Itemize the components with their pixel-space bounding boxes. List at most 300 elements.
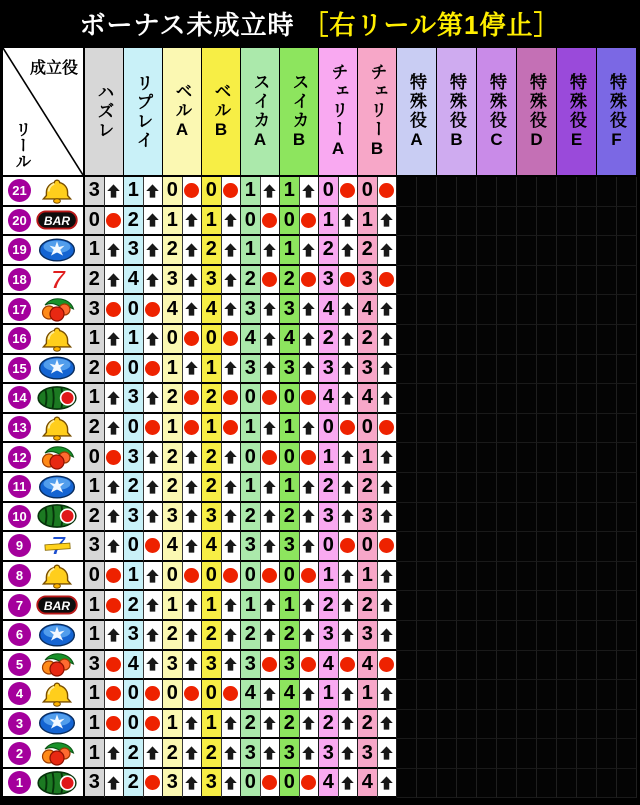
empty-cell bbox=[477, 503, 497, 533]
column-header-label: 特殊役D bbox=[527, 72, 546, 151]
empty-cell bbox=[397, 443, 417, 473]
red-circle-icon bbox=[261, 266, 281, 296]
column-header-label: チェリーB bbox=[367, 63, 387, 160]
row-label-8 bbox=[3, 562, 85, 592]
up-arrow-icon bbox=[222, 532, 242, 562]
column-header-3 bbox=[163, 48, 202, 177]
up-arrow-icon bbox=[222, 473, 242, 503]
cherry-icon bbox=[35, 444, 79, 470]
red-circle-icon bbox=[222, 177, 242, 207]
up-arrow-icon bbox=[144, 473, 164, 503]
empty-cell bbox=[397, 769, 417, 799]
empty-cell bbox=[497, 710, 517, 740]
red-circle-icon bbox=[261, 651, 281, 681]
bell-icon bbox=[35, 178, 79, 204]
up-arrow-icon bbox=[144, 236, 164, 266]
cell-value: 3 bbox=[241, 355, 261, 385]
svg-text:BAR: BAR bbox=[43, 598, 71, 613]
up-arrow-icon bbox=[222, 295, 242, 325]
row-label-11 bbox=[3, 473, 85, 503]
empty-cell bbox=[457, 651, 477, 681]
red-circle-icon bbox=[222, 325, 242, 355]
up-arrow-icon bbox=[222, 739, 242, 769]
column-header-label: ベルB bbox=[211, 82, 231, 141]
up-arrow-icon bbox=[339, 739, 359, 769]
column-header-label: 特殊役E bbox=[567, 72, 586, 151]
empty-cell bbox=[457, 621, 477, 651]
row-label-21 bbox=[3, 177, 85, 207]
up-arrow-icon bbox=[300, 473, 320, 503]
empty-cell bbox=[457, 532, 477, 562]
up-arrow-icon bbox=[300, 591, 320, 621]
up-arrow-icon bbox=[222, 621, 242, 651]
empty-cell bbox=[537, 532, 557, 562]
empty-cell bbox=[577, 680, 597, 710]
row-label-18 bbox=[3, 266, 85, 296]
empty-cell bbox=[477, 680, 497, 710]
empty-cell bbox=[537, 473, 557, 503]
empty-cell bbox=[617, 177, 637, 207]
empty-cell bbox=[597, 207, 617, 237]
row-label-19 bbox=[3, 236, 85, 266]
cell-value: 3 bbox=[358, 503, 378, 533]
cell-value: 2 bbox=[280, 266, 300, 296]
cell-value: 2 bbox=[202, 739, 222, 769]
cell-value: 3 bbox=[319, 503, 339, 533]
red-circle-icon bbox=[339, 177, 359, 207]
empty-cell bbox=[557, 384, 577, 414]
up-arrow-icon bbox=[183, 739, 203, 769]
empty-cell bbox=[537, 651, 557, 681]
bell-icon bbox=[35, 326, 79, 352]
cell-value: 4 bbox=[358, 769, 378, 799]
up-arrow-icon bbox=[144, 325, 164, 355]
empty-cell bbox=[437, 680, 457, 710]
up-arrow-icon bbox=[300, 295, 320, 325]
empty-cell bbox=[577, 532, 597, 562]
empty-cell bbox=[597, 710, 617, 740]
up-arrow-icon bbox=[261, 295, 281, 325]
up-arrow-icon bbox=[339, 443, 359, 473]
empty-cell bbox=[497, 680, 517, 710]
up-arrow-icon bbox=[144, 739, 164, 769]
row-number-badge: 16 bbox=[8, 327, 31, 350]
up-arrow-icon bbox=[144, 503, 164, 533]
empty-cell bbox=[557, 266, 577, 296]
watermelon-icon bbox=[35, 503, 79, 529]
cell-value: 1 bbox=[280, 414, 300, 444]
empty-cell bbox=[597, 473, 617, 503]
red-circle-icon bbox=[300, 443, 320, 473]
row-label-3 bbox=[3, 710, 85, 740]
empty-cell bbox=[397, 532, 417, 562]
up-arrow-icon bbox=[300, 236, 320, 266]
empty-cell bbox=[457, 325, 477, 355]
cell-value: 1 bbox=[124, 177, 144, 207]
up-arrow-icon bbox=[339, 295, 359, 325]
empty-cell bbox=[617, 355, 637, 385]
empty-cell bbox=[477, 532, 497, 562]
up-arrow-icon bbox=[105, 266, 125, 296]
cell-value: 3 bbox=[163, 651, 183, 681]
cell-value: 1 bbox=[202, 414, 222, 444]
cell-value: 2 bbox=[358, 325, 378, 355]
empty-cell bbox=[597, 443, 617, 473]
empty-cell bbox=[537, 503, 557, 533]
cell-value: 2 bbox=[241, 621, 261, 651]
cell-value: 3 bbox=[85, 177, 105, 207]
cell-value: 0 bbox=[358, 532, 378, 562]
row-label-16 bbox=[3, 325, 85, 355]
replay-icon bbox=[35, 355, 79, 381]
up-arrow-icon bbox=[300, 710, 320, 740]
empty-cell bbox=[537, 739, 557, 769]
cell-value: 1 bbox=[241, 177, 261, 207]
row-number-badge: 12 bbox=[8, 446, 31, 469]
up-arrow-icon bbox=[261, 591, 281, 621]
empty-cell bbox=[517, 710, 537, 740]
cell-value: 1 bbox=[319, 443, 339, 473]
empty-cell bbox=[577, 384, 597, 414]
cell-value: 1 bbox=[85, 739, 105, 769]
up-arrow-icon bbox=[222, 266, 242, 296]
cell-value: 2 bbox=[319, 236, 339, 266]
red-circle-icon bbox=[183, 177, 203, 207]
cell-value: 3 bbox=[280, 739, 300, 769]
up-arrow-icon bbox=[261, 325, 281, 355]
empty-cell bbox=[517, 739, 537, 769]
cell-value: 1 bbox=[163, 355, 183, 385]
empty-cell bbox=[537, 443, 557, 473]
up-arrow-icon bbox=[261, 414, 281, 444]
empty-cell bbox=[477, 443, 497, 473]
row-label-1 bbox=[3, 769, 85, 799]
empty-cell bbox=[617, 739, 637, 769]
empty-cell bbox=[557, 680, 577, 710]
up-arrow-icon bbox=[105, 473, 125, 503]
up-arrow-icon bbox=[378, 384, 398, 414]
empty-cell bbox=[537, 384, 557, 414]
cell-value: 0 bbox=[202, 325, 222, 355]
cell-value: 3 bbox=[85, 295, 105, 325]
red-circle-icon bbox=[183, 384, 203, 414]
empty-cell bbox=[397, 384, 417, 414]
up-arrow-icon bbox=[183, 473, 203, 503]
up-arrow-icon bbox=[339, 680, 359, 710]
empty-cell bbox=[477, 384, 497, 414]
red-circle-icon bbox=[378, 532, 398, 562]
empty-cell bbox=[617, 207, 637, 237]
row-number-badge: 14 bbox=[8, 386, 31, 409]
cell-value: 2 bbox=[85, 503, 105, 533]
red-circle-icon bbox=[144, 414, 164, 444]
row-number-badge: 19 bbox=[8, 238, 31, 261]
empty-cell bbox=[417, 266, 437, 296]
empty-cell bbox=[617, 236, 637, 266]
up-arrow-icon bbox=[300, 177, 320, 207]
up-arrow-icon bbox=[261, 710, 281, 740]
empty-cell bbox=[617, 266, 637, 296]
cell-value: 3 bbox=[124, 236, 144, 266]
empty-cell bbox=[537, 355, 557, 385]
empty-cell bbox=[617, 325, 637, 355]
up-arrow-icon bbox=[183, 443, 203, 473]
empty-cell bbox=[417, 562, 437, 592]
red-circle-icon bbox=[222, 680, 242, 710]
cell-value: 2 bbox=[202, 443, 222, 473]
svg-text:BAR: BAR bbox=[43, 214, 71, 229]
cell-value: 3 bbox=[124, 503, 144, 533]
red-circle-icon bbox=[339, 651, 359, 681]
reel-stop-table bbox=[3, 48, 637, 798]
cell-value: 3 bbox=[202, 266, 222, 296]
cell-value: 4 bbox=[319, 295, 339, 325]
cell-value: 0 bbox=[358, 414, 378, 444]
empty-cell bbox=[517, 680, 537, 710]
bar-icon bbox=[35, 592, 79, 618]
empty-cell bbox=[457, 710, 477, 740]
empty-cell bbox=[597, 266, 617, 296]
corner-cell bbox=[3, 48, 85, 177]
up-arrow-icon bbox=[105, 739, 125, 769]
empty-cell bbox=[417, 177, 437, 207]
empty-cell bbox=[477, 710, 497, 740]
empty-cell bbox=[537, 591, 557, 621]
empty-cell bbox=[537, 236, 557, 266]
replay-icon bbox=[35, 710, 79, 736]
cell-value: 0 bbox=[163, 177, 183, 207]
cell-value: 3 bbox=[85, 651, 105, 681]
empty-cell bbox=[457, 266, 477, 296]
empty-cell bbox=[517, 532, 537, 562]
red-circle-icon bbox=[105, 443, 125, 473]
empty-cell bbox=[397, 414, 417, 444]
empty-cell bbox=[397, 562, 417, 592]
cell-value: 1 bbox=[202, 355, 222, 385]
empty-cell bbox=[437, 532, 457, 562]
up-arrow-icon bbox=[261, 236, 281, 266]
empty-cell bbox=[477, 769, 497, 799]
empty-cell bbox=[437, 591, 457, 621]
empty-cell bbox=[577, 769, 597, 799]
empty-cell bbox=[397, 651, 417, 681]
up-arrow-icon bbox=[222, 207, 242, 237]
empty-cell bbox=[477, 621, 497, 651]
cell-value: 2 bbox=[85, 355, 105, 385]
empty-cell bbox=[557, 177, 577, 207]
cell-value: 1 bbox=[163, 710, 183, 740]
empty-cell bbox=[617, 384, 637, 414]
up-arrow-icon bbox=[105, 503, 125, 533]
empty-cell bbox=[537, 562, 557, 592]
cell-value: 0 bbox=[280, 443, 300, 473]
cell-value: 0 bbox=[319, 532, 339, 562]
red-circle-icon bbox=[339, 266, 359, 296]
empty-cell bbox=[477, 325, 497, 355]
empty-cell bbox=[437, 295, 457, 325]
empty-cell bbox=[457, 739, 477, 769]
empty-cell bbox=[437, 739, 457, 769]
empty-cell bbox=[597, 355, 617, 385]
cell-value: 2 bbox=[124, 591, 144, 621]
cell-value: 1 bbox=[85, 591, 105, 621]
cell-value: 2 bbox=[319, 325, 339, 355]
up-arrow-icon bbox=[105, 769, 125, 799]
red-circle-icon bbox=[222, 562, 242, 592]
up-arrow-icon bbox=[105, 621, 125, 651]
cell-value: 3 bbox=[319, 739, 339, 769]
up-arrow-icon bbox=[339, 325, 359, 355]
empty-cell bbox=[437, 769, 457, 799]
row-number-badge: 4 bbox=[8, 682, 31, 705]
cell-value: 2 bbox=[124, 473, 144, 503]
empty-cell bbox=[417, 207, 437, 237]
cell-value: 1 bbox=[358, 443, 378, 473]
empty-cell bbox=[417, 443, 437, 473]
empty-cell bbox=[517, 473, 537, 503]
up-arrow-icon bbox=[378, 562, 398, 592]
cell-value: 1 bbox=[319, 680, 339, 710]
cell-value: 1 bbox=[358, 562, 378, 592]
cell-value: 2 bbox=[358, 591, 378, 621]
up-arrow-icon bbox=[300, 739, 320, 769]
empty-cell bbox=[517, 621, 537, 651]
up-arrow-icon bbox=[300, 680, 320, 710]
red-circle-icon bbox=[183, 680, 203, 710]
cherry-icon bbox=[35, 740, 79, 766]
cell-value: 1 bbox=[358, 680, 378, 710]
cell-value: 1 bbox=[85, 325, 105, 355]
empty-cell bbox=[397, 325, 417, 355]
red-circle-icon bbox=[105, 680, 125, 710]
empty-cell bbox=[537, 710, 557, 740]
empty-cell bbox=[497, 532, 517, 562]
red-circle-icon bbox=[144, 295, 164, 325]
empty-cell bbox=[557, 710, 577, 740]
cell-value: 3 bbox=[280, 295, 300, 325]
red-circle-icon bbox=[144, 769, 164, 799]
empty-cell bbox=[617, 680, 637, 710]
empty-cell bbox=[437, 355, 457, 385]
up-arrow-icon bbox=[378, 503, 398, 533]
empty-cell bbox=[417, 710, 437, 740]
empty-cell bbox=[477, 177, 497, 207]
up-arrow-icon bbox=[339, 384, 359, 414]
empty-cell bbox=[517, 295, 537, 325]
empty-cell bbox=[577, 621, 597, 651]
up-arrow-icon bbox=[222, 591, 242, 621]
up-arrow-icon bbox=[183, 266, 203, 296]
row-label-13 bbox=[3, 414, 85, 444]
empty-cell bbox=[417, 680, 437, 710]
empty-cell bbox=[597, 769, 617, 799]
red-circle-icon bbox=[378, 177, 398, 207]
up-arrow-icon bbox=[339, 503, 359, 533]
empty-cell bbox=[497, 562, 517, 592]
up-arrow-icon bbox=[222, 355, 242, 385]
empty-cell bbox=[577, 710, 597, 740]
cell-value: 1 bbox=[85, 473, 105, 503]
cell-value: 3 bbox=[358, 739, 378, 769]
up-arrow-icon bbox=[378, 325, 398, 355]
replay-icon bbox=[35, 622, 79, 648]
cell-value: 1 bbox=[280, 473, 300, 503]
cell-value: 3 bbox=[280, 532, 300, 562]
empty-cell bbox=[597, 621, 617, 651]
empty-cell bbox=[577, 503, 597, 533]
up-arrow-icon bbox=[378, 621, 398, 651]
cell-value: 4 bbox=[358, 295, 378, 325]
cell-value: 4 bbox=[358, 651, 378, 681]
cell-value: 4 bbox=[358, 384, 378, 414]
row-number-badge: 3 bbox=[8, 712, 31, 735]
bell-icon bbox=[35, 415, 79, 441]
empty-cell bbox=[557, 236, 577, 266]
cell-value: 0 bbox=[124, 680, 144, 710]
up-arrow-icon bbox=[378, 207, 398, 237]
empty-cell bbox=[597, 739, 617, 769]
empty-cell bbox=[437, 503, 457, 533]
up-arrow-icon bbox=[261, 473, 281, 503]
page-title bbox=[0, 0, 640, 47]
red-circle-icon bbox=[300, 384, 320, 414]
column-header-10 bbox=[437, 48, 477, 177]
title-main: ボーナス未成立時 bbox=[79, 10, 295, 40]
row-label-20 bbox=[3, 207, 85, 237]
column-header-label: スイカB bbox=[289, 72, 309, 151]
up-arrow-icon bbox=[183, 355, 203, 385]
empty-cell bbox=[557, 562, 577, 592]
red-circle-icon bbox=[261, 562, 281, 592]
empty-cell bbox=[417, 384, 437, 414]
cell-value: 2 bbox=[358, 473, 378, 503]
empty-cell bbox=[497, 443, 517, 473]
up-arrow-icon bbox=[183, 236, 203, 266]
empty-cell bbox=[617, 710, 637, 740]
up-arrow-icon bbox=[300, 325, 320, 355]
empty-cell bbox=[597, 384, 617, 414]
empty-cell bbox=[597, 236, 617, 266]
empty-cell bbox=[477, 266, 497, 296]
empty-cell bbox=[557, 207, 577, 237]
cell-value: 1 bbox=[85, 680, 105, 710]
column-header-4 bbox=[202, 48, 241, 177]
cell-value: 2 bbox=[241, 266, 261, 296]
row-number-badge: 18 bbox=[8, 268, 31, 291]
empty-cell bbox=[497, 473, 517, 503]
empty-cell bbox=[437, 562, 457, 592]
empty-cell bbox=[457, 769, 477, 799]
empty-cell bbox=[617, 532, 637, 562]
empty-cell bbox=[397, 177, 417, 207]
cell-value: 2 bbox=[202, 384, 222, 414]
row-label-9 bbox=[3, 532, 85, 562]
cell-value: 0 bbox=[124, 532, 144, 562]
cell-value: 3 bbox=[163, 769, 183, 799]
cell-value: 2 bbox=[319, 473, 339, 503]
cell-value: 1 bbox=[319, 562, 339, 592]
empty-cell bbox=[417, 325, 437, 355]
row-label-4 bbox=[3, 680, 85, 710]
empty-cell bbox=[537, 177, 557, 207]
cell-value: 1 bbox=[202, 591, 222, 621]
red-circle-icon bbox=[105, 295, 125, 325]
cell-value: 4 bbox=[163, 295, 183, 325]
cell-value: 3 bbox=[319, 355, 339, 385]
empty-cell bbox=[577, 236, 597, 266]
empty-cell bbox=[437, 207, 457, 237]
title-highlight: ［右リール第1停止］ bbox=[302, 10, 561, 40]
